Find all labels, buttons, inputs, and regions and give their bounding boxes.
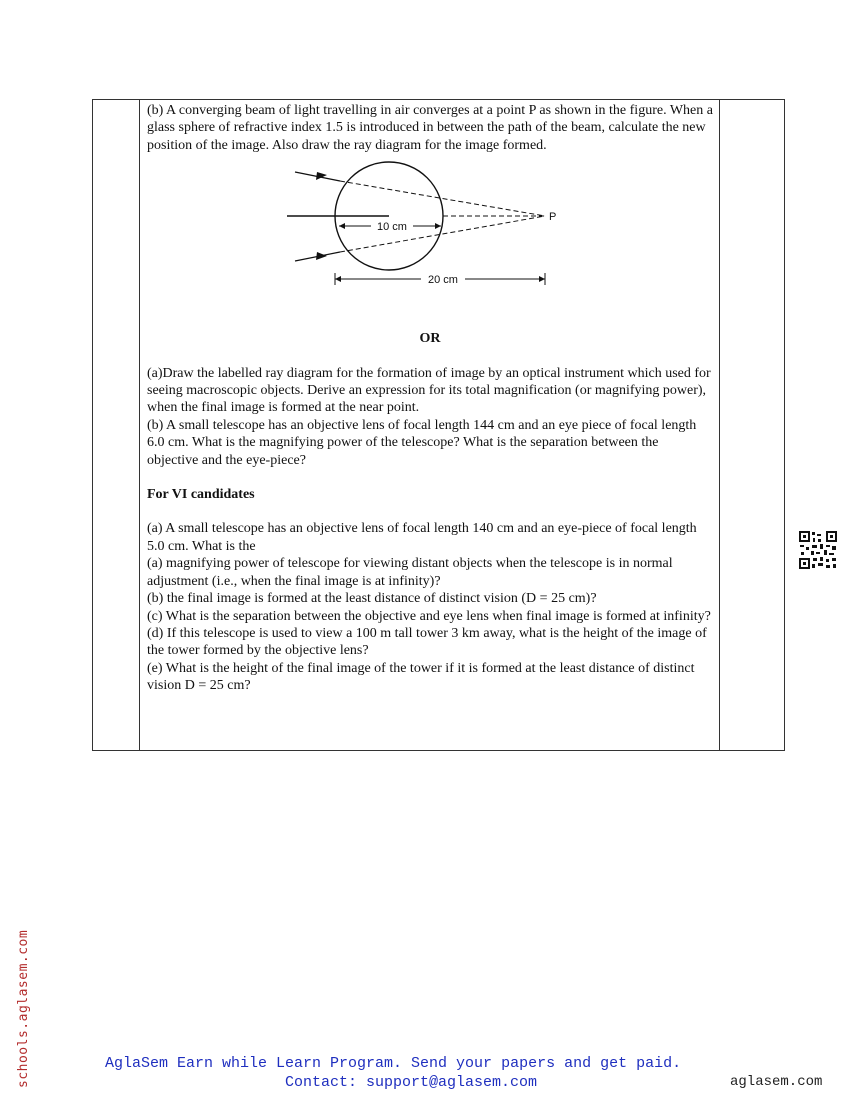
vi-question-c: (c) What is the separation between the objective and eye lens when final image is formed at infinity? (147, 608, 711, 624)
dim-20cm-arrow-right (539, 276, 545, 282)
footer-program-line: AglaSem Earn while Learn Program. Send your papers and get paid. (105, 1055, 682, 1072)
dim-20cm-arrow-left (335, 276, 341, 282)
question-content (147, 102, 713, 695)
side-watermark-url: schools.aglasem.com (16, 929, 31, 1088)
footer-brand: aglasem.com (730, 1074, 823, 1090)
vi-question-b: (b) the final image is formed at the least distance of distinct vision (D = 25 cm)? (147, 591, 597, 607)
alt-question-b: (b) A small telescope has an objective lens of focal length 144 cm and an eye piece of focal length 6.0 cm. What is the magnifying power of the telescope? What is the separation between the objective and the eye-piece? (147, 417, 697, 468)
dim-20cm-label: 20 cm (428, 274, 458, 287)
part-b-intro: (b) A converging beam of light travelling in air converges at a point P as shown in the figure. When a glass sphere of refractive index 1.5 is introduced in between the path of the beam, calculate the new position of the image. Also draw the ray diagram for the image formed. (147, 103, 713, 153)
glass-sphere-figure (283, 160, 563, 300)
alt-question-a: (a)Draw the labelled ray diagram for the formation of image by an optical instrument which used for seeing macroscopic objects. Derive an expression for its total magnification (or magnifying power), when the final image is formed at the near point. (147, 365, 711, 416)
dim-10cm-arrow-right (435, 223, 441, 229)
upper-ray-arrow (316, 172, 327, 180)
table-divider-left (139, 100, 140, 750)
vi-question-d: (d) If this telescope is used to view a 100 m tall tower 3 km away, what is the height of the image of the tower formed by the objective lens? (147, 625, 707, 659)
point-p-label: P (549, 211, 557, 224)
dim-10cm-arrow-left (339, 223, 345, 229)
vi-question-e: (e) What is the height of the final image of the tower if it is formed at the least distance of distinct vision D = 25 cm? (147, 660, 695, 694)
lower-ray-arrow (316, 252, 327, 260)
dim-10cm-label: 10 cm (377, 221, 407, 234)
table-divider-right (719, 100, 720, 750)
vi-candidates-heading: For VI candidates (147, 487, 255, 503)
footer-contact-line: Contact: support@aglasem.com (285, 1074, 538, 1091)
qr-code (798, 530, 838, 570)
or-separator: OR (419, 331, 441, 347)
vi-question-a: (a) magnifying power of telescope for viewing distant objects when the telescope is in normal adjustment (i.e., when the final image is at infinity)? (147, 556, 673, 589)
question-table (92, 99, 785, 751)
vi-question-intro: (a) A small telescope has an objective lens of focal length 140 cm and an eye-piece of focal length 5.0 cm. What is the (147, 521, 697, 554)
